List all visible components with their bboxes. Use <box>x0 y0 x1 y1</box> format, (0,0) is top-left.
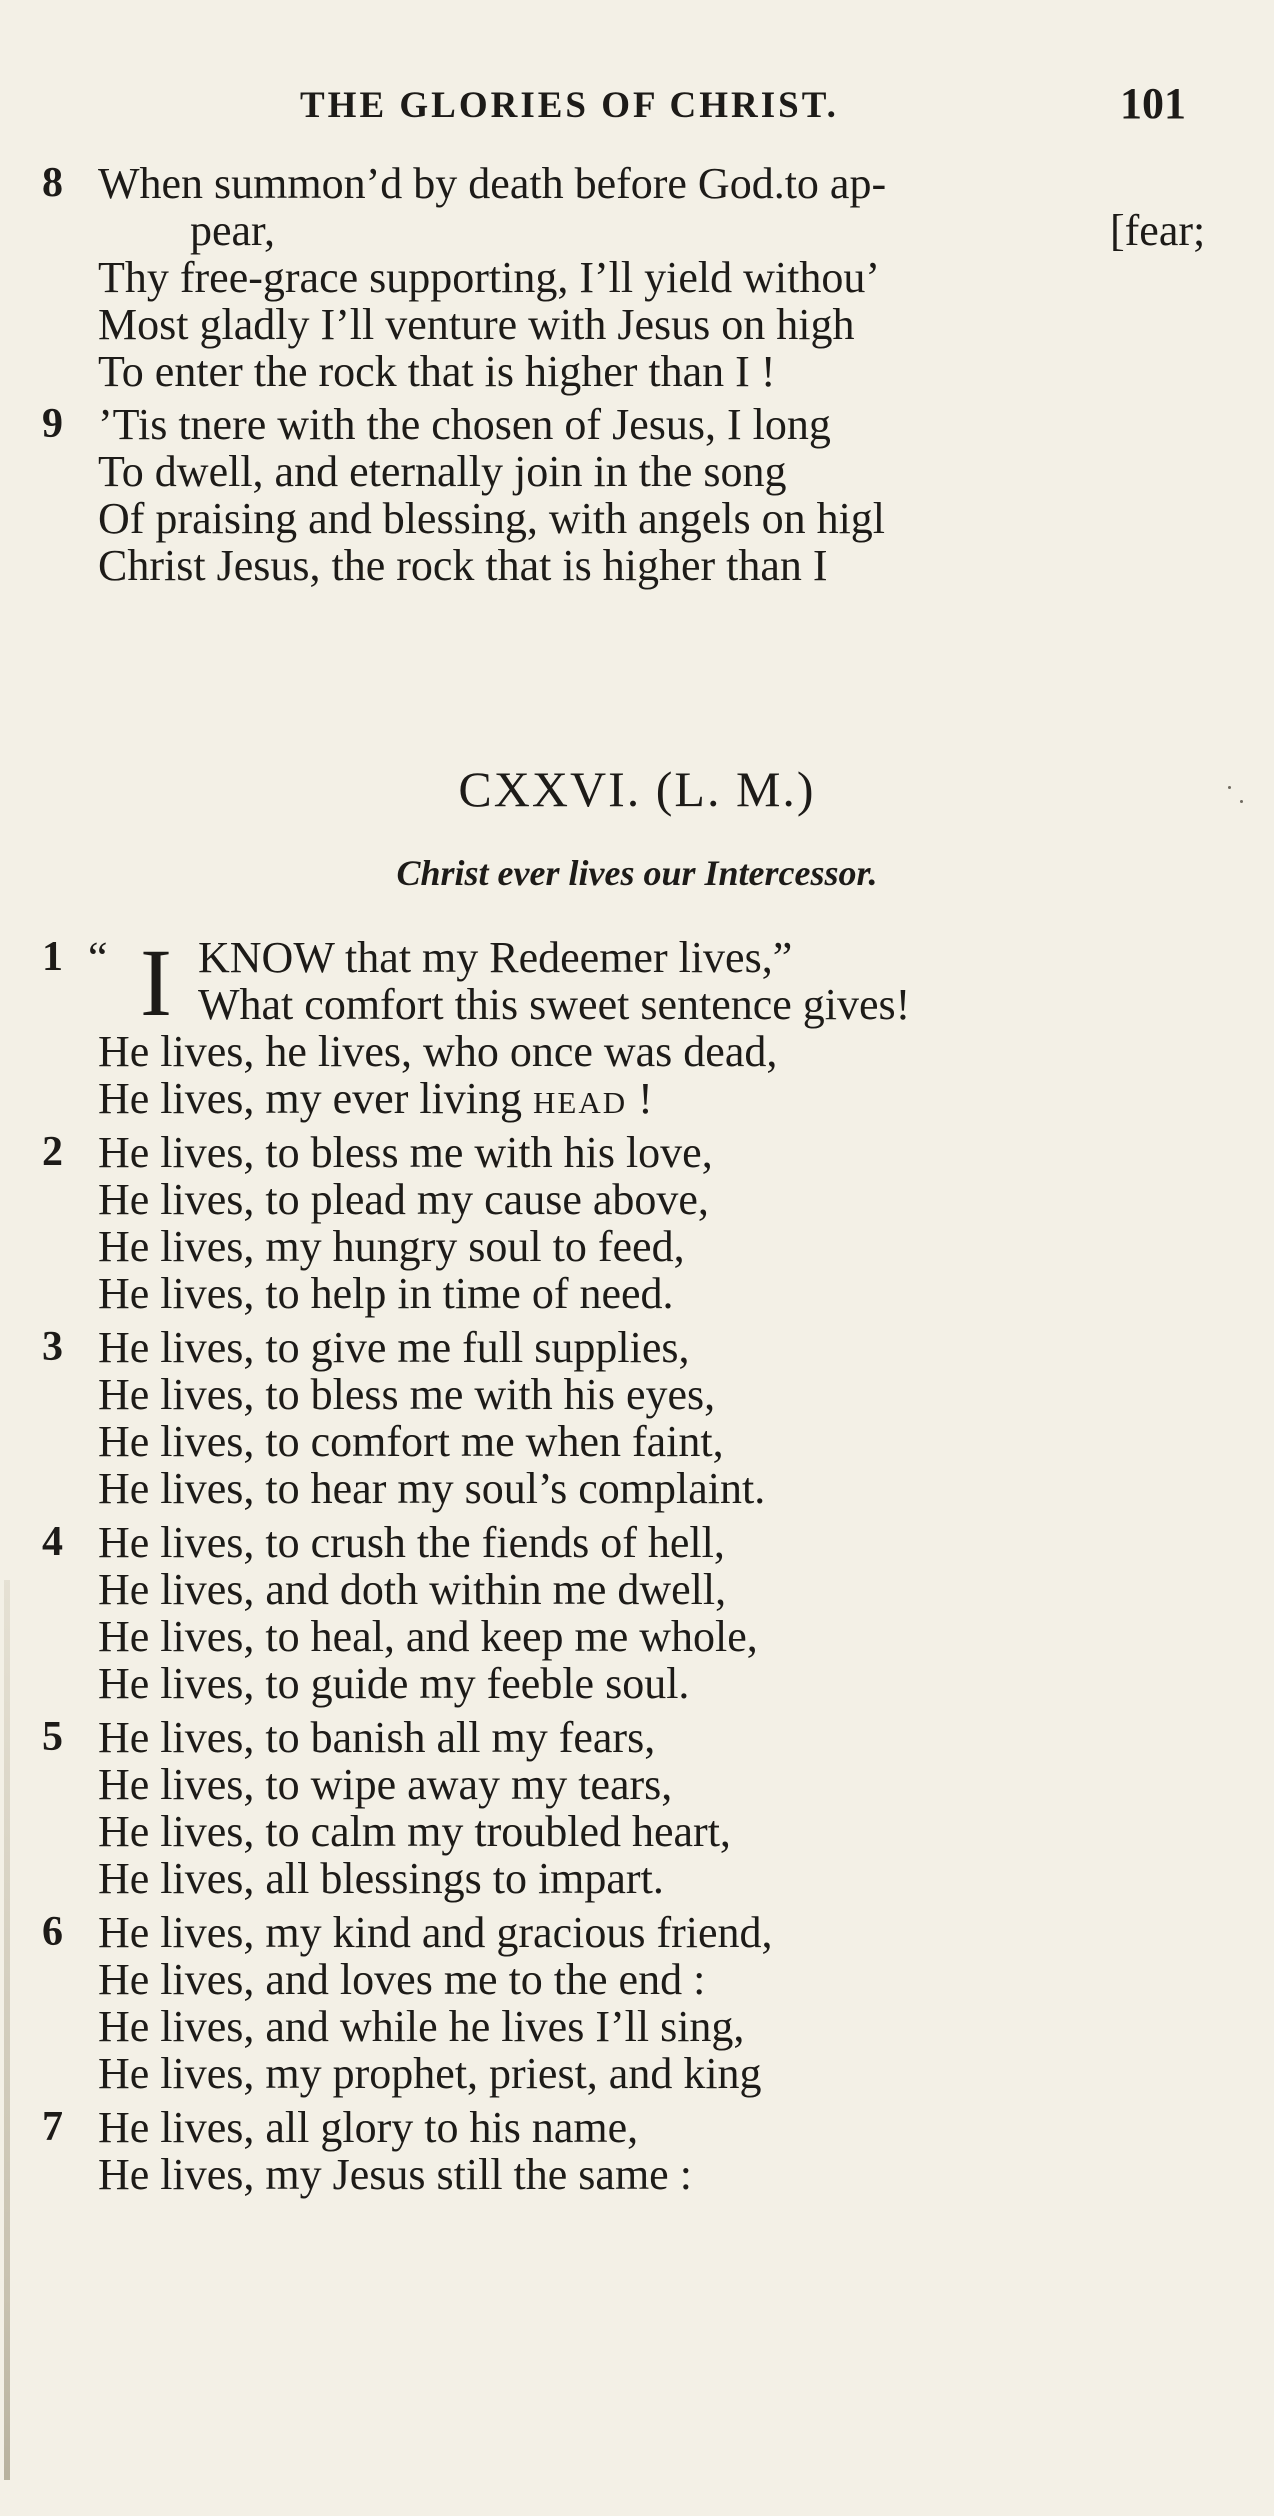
verse-text-start: He lives, my ever living <box>98 1074 523 1123</box>
verse-line <box>0 495 1274 542</box>
verse-line <box>0 348 1274 395</box>
verse-text: To dwell, and eternally join in the song <box>98 447 787 496</box>
verse-line <box>0 1909 1274 1956</box>
verse-line <box>0 1223 1274 1270</box>
verse-line <box>0 1519 1274 1566</box>
verse-line <box>0 2151 1274 2198</box>
stanza-number: 5 <box>42 1714 63 1760</box>
verse-text: He lives, to crush the fiends of hell, <box>98 1518 725 1567</box>
verse-line <box>0 1418 1274 1465</box>
verse-line <box>0 1371 1274 1418</box>
verse-line <box>0 2050 1274 2097</box>
stanza-number: 1 <box>42 934 63 980</box>
stanza-3 <box>0 1324 1274 1512</box>
stanza-number: 6 <box>42 1909 63 1955</box>
stanza-number: 3 <box>42 1324 63 1370</box>
previous-hymn <box>0 160 1274 589</box>
verse-line <box>0 542 1274 589</box>
hymn-subtitle: Christ ever lives our Intercessor. <box>396 853 878 893</box>
bracketed-word: [fear; <box>1110 206 1206 255</box>
drop-cap: I <box>140 929 172 1036</box>
stanza-number: 8 <box>42 160 63 206</box>
verse-line <box>0 1855 1274 1902</box>
verse-line <box>0 301 1274 348</box>
verse-text: Thy free-grace supporting, I’ll yield withou’ <box>98 253 880 302</box>
verse-text: What comfort this sweet sentence gives! <box>198 980 911 1029</box>
verse-text: He lives, and doth within me dwell, <box>98 1565 727 1614</box>
verse-line <box>0 1075 1274 1122</box>
verse-line <box>0 254 1274 301</box>
verse-line <box>0 1714 1274 1761</box>
page-edge-shadow <box>4 1580 10 2480</box>
verse-line <box>0 1176 1274 1223</box>
page-number: 101 <box>1120 79 1186 128</box>
hymn-number: CXXVI. (L. M.) <box>458 761 816 817</box>
verse-line <box>0 160 1274 207</box>
verse-text: He lives, to wipe away my tears, <box>98 1760 673 1809</box>
verse-text: Most gladly I’ll venture with Jesus on high <box>98 300 855 349</box>
verse-text: pear, <box>190 206 275 255</box>
head-smallcaps: head <box>533 1074 628 1123</box>
verse-line <box>0 1660 1274 1707</box>
verse-text: Christ Jesus, the rock that is higher than I <box>98 541 828 590</box>
ink-speck <box>1228 786 1231 789</box>
verse-text: To enter the rock that is higher than I ! <box>98 347 776 396</box>
verse-line <box>0 1566 1274 1613</box>
verse-text: He lives, to calm my troubled heart, <box>98 1807 731 1856</box>
verse-text: He lives, to give me full supplies, <box>98 1323 690 1372</box>
verse-text: When summon’d by death before God.to ap- <box>98 159 887 208</box>
verse-text: KNOW that my Redeemer lives,” <box>198 933 793 982</box>
verse-line <box>0 1129 1274 1176</box>
verse-line <box>0 1324 1274 1371</box>
verse-text: He lives, all blessings to impart. <box>98 1854 664 1903</box>
stanza-list <box>0 1129 1274 2198</box>
verse-text-end: ! <box>638 1074 653 1123</box>
hymn-body <box>0 929 1274 2199</box>
stanza-4 <box>0 1519 1274 1707</box>
stanza-7 <box>0 2104 1274 2198</box>
verse-line <box>0 207 1274 254</box>
verse-text: He lives, to heal, and keep me whole, <box>98 1612 758 1661</box>
stanza-6 <box>0 1909 1274 2097</box>
ink-speck <box>1240 800 1243 803</box>
running-title: THE GLORIES OF CHRIST. <box>300 85 839 126</box>
verse-line <box>0 2003 1274 2050</box>
verse-text: He lives, to guide my feeble soul. <box>98 1659 690 1708</box>
verse-text: He lives, to banish all my fears, <box>98 1713 656 1762</box>
verse-line <box>0 1808 1274 1855</box>
verse-text: He lives, my Jesus still the same : <box>98 2150 692 2199</box>
verse-line <box>0 1613 1274 1660</box>
stanza-number: 2 <box>42 1129 63 1175</box>
verse-text: He lives, to bless me with his eyes, <box>98 1370 716 1419</box>
verse-line <box>0 401 1274 448</box>
verse-text: He lives, to hear my soul’s complaint. <box>98 1464 766 1513</box>
verse-line <box>0 2104 1274 2151</box>
verse-text <box>98 1075 653 1122</box>
stanza-5 <box>0 1714 1274 1902</box>
opening-quote: “ <box>88 933 108 982</box>
stanza-number: 4 <box>42 1519 63 1565</box>
verse-line <box>0 448 1274 495</box>
verse-text: He lives, to bless me with his love, <box>98 1128 713 1177</box>
stanza-number: 7 <box>42 2104 63 2150</box>
verse-line <box>0 1028 1274 1075</box>
verse-text: He lives, my prophet, priest, and king <box>98 2049 762 2098</box>
verse-text: He lives, and while he lives I’ll sing, <box>98 2002 745 2051</box>
verse-text: He lives, my hungry soul to feed, <box>98 1222 685 1271</box>
verse-line <box>0 981 1274 1028</box>
stanza-2 <box>0 1129 1274 1317</box>
verse-text: He lives, to comfort me when faint, <box>98 1417 724 1466</box>
verse-text: ’Tis tnere with the chosen of Jesus, I long <box>98 400 831 449</box>
stanza-number: 9 <box>42 401 63 447</box>
verse-line <box>0 1465 1274 1512</box>
verse-text: He lives, he lives, who once was dead, <box>98 1027 778 1076</box>
verse-text: He lives, all glory to his name, <box>98 2103 639 2152</box>
verse-text: He lives, my kind and gracious friend, <box>98 1908 773 1957</box>
stanza-8 <box>0 160 1274 395</box>
verse-line <box>0 1761 1274 1808</box>
verse-text: He lives, to help in time of need. <box>98 1269 674 1318</box>
running-head <box>0 78 1274 138</box>
verse-text: He lives, to plead my cause above, <box>98 1175 709 1224</box>
verse-text: Of praising and blessing, with angels on higl <box>98 494 886 543</box>
stanza-1 <box>0 929 1274 1123</box>
verse-line <box>0 1956 1274 2003</box>
verse-line <box>0 1270 1274 1317</box>
stanza-9 <box>0 401 1274 589</box>
verse-text: He lives, and loves me to the end : <box>98 1955 706 2004</box>
